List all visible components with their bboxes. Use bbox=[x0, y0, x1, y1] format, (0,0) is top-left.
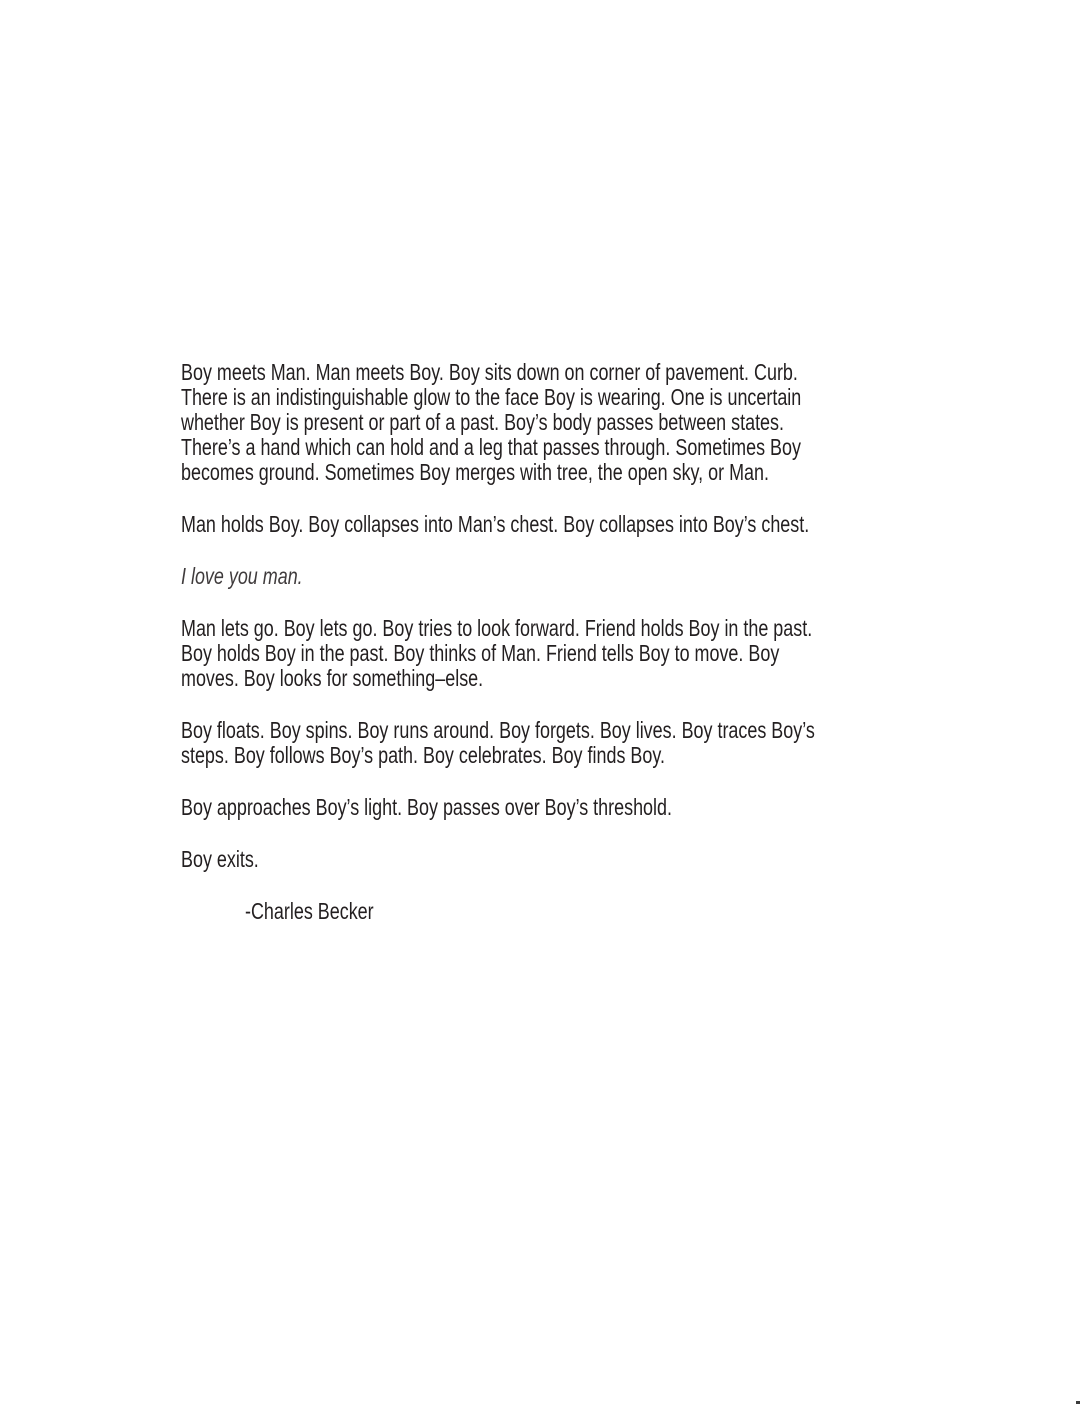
poem-line-italic: I love you man. bbox=[181, 563, 303, 589]
poem-paragraph bbox=[181, 847, 994, 872]
poem-paragraph-italic bbox=[181, 564, 994, 589]
poem-text-block bbox=[181, 360, 994, 951]
poem-line: There is an indistinguishable glow to the face Boy is wearing. One is uncertain bbox=[181, 384, 802, 410]
poem-line: whether Boy is present or part of a past. Boy’s body passes between states. bbox=[181, 409, 784, 435]
poem-line: Boy approaches Boy’s light. Boy passes over Boy’s threshold. bbox=[181, 794, 672, 820]
poem-line: moves. Boy looks for something–else. bbox=[181, 665, 484, 691]
poem-line: becomes ground. Sometimes Boy merges with tree, the open sky, or Man. bbox=[181, 459, 769, 485]
poem-line: steps. Boy follows Boy’s path. Boy celebrates. Boy finds Boy. bbox=[181, 742, 665, 768]
author-signature: -Charles Becker bbox=[245, 898, 374, 924]
poem-line: Man holds Boy. Boy collapses into Man’s chest. Boy collapses into Boy’s chest. bbox=[181, 511, 810, 537]
poem-paragraph bbox=[181, 718, 994, 768]
poem-line: There’s a hand which can hold and a leg that passes through. Sometimes Boy bbox=[181, 434, 801, 460]
poem-paragraph bbox=[181, 616, 994, 691]
poem-paragraph bbox=[181, 360, 994, 485]
poem-paragraph bbox=[181, 512, 994, 537]
poem-line: Boy exits. bbox=[181, 846, 259, 872]
poem-line: Man lets go. Boy lets go. Boy tries to look forward. Friend holds Boy in the past. bbox=[181, 615, 813, 641]
poem-paragraph-signature bbox=[181, 899, 994, 924]
poem-line: Boy holds Boy in the past. Boy thinks of Man. Friend tells Boy to move. Boy bbox=[181, 640, 780, 666]
poem-line: Boy meets Man. Man meets Boy. Boy sits down on corner of pavement. Curb. bbox=[181, 359, 798, 385]
poem-line: Boy floats. Boy spins. Boy runs around. Boy forgets. Boy lives. Boy traces Boy’s bbox=[181, 717, 815, 743]
poem-paragraph bbox=[181, 795, 994, 820]
